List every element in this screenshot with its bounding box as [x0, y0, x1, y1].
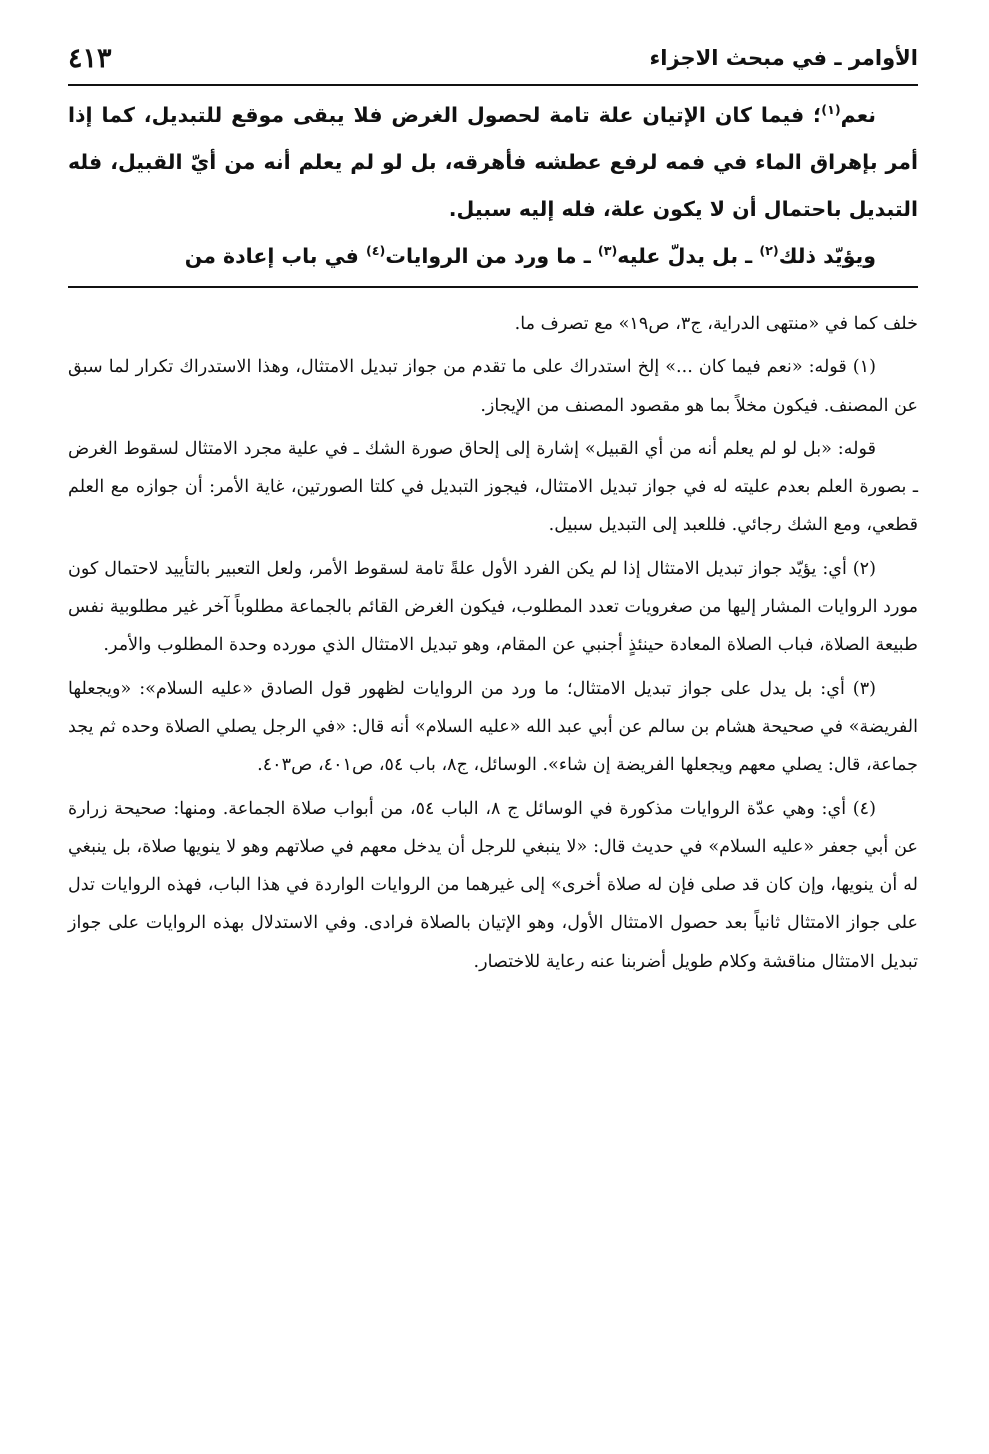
main-p2-seg4: في باب إعادة من	[184, 244, 366, 268]
main-p2-seg2: ـ بل يدلّ عليه	[617, 244, 760, 268]
footnote-continuation: خلف كما في «منتهى الدراية، ج٣، ص١٩» مع تصرف ما.	[514, 314, 918, 334]
main-paragraph-1	[68, 92, 918, 233]
page-header	[68, 38, 918, 78]
main-text	[68, 92, 918, 280]
footnote-ref-4: (٤)	[365, 243, 386, 259]
main-p1-lead: نعم	[840, 103, 876, 127]
footnote-3: (٣) أي: بل يدل على جواز تبديل الامتثال؛ ما ورد من الروايات لظهور قول الصادق «عليه السلام»: «ويجعلها الفريضة» في صحيحة هشام بن سالم عن أبي عبد الله «عليه السلام» أنه قال: «في الرجل يصلي الصلاة وحده ثم يجد جماعة، قال: يصلي معهم ويجعلها الفريضة إن شاء». الوسائل، ج٨، باب ٥٤، ص٤٠١، ص٤٠٣.	[68, 678, 918, 776]
footnote-ref-2: (٢)	[759, 243, 779, 259]
main-paragraph-2	[68, 233, 918, 280]
footnote-separator	[68, 286, 918, 288]
main-p1-body: ؛ فيما كان الإتيان علة تامة لحصول الغرض فلا يبقى موقع للتبديل، كما إذا أمر بإهراق الماء في فمه لرفع عطشه فأهرقه، بل لو لم يعلم أنه من أيّ القبيل، فله التبديل باحتمال أن لا يكون علة، فله إليه سبيل.	[68, 103, 918, 221]
footnote-1-continued: قوله: «بل لو لم يعلم أنه من أي القبيل» إشارة إلى إلحاق صورة الشك ـ في علية مجرد الامتثال لسقوط الغرض ـ بصورة العلم بعدم عليته له في جواز تبديل الامتثال، فيجوز التبديل في كلتا الصورتين، غاية الأمر: أن جوازه مع العلم قطعي، ومع الشك رجائي. فللعبد إلى التبديل سبيل.	[68, 438, 918, 536]
page-number: ٤١٣	[68, 42, 112, 74]
running-title: الأوامر ـ في مبحث الاجزاء	[649, 46, 918, 70]
footnotes	[68, 305, 918, 986]
footnote-2: (٢) أي: يؤيّد جواز تبديل الامتثال إذا لم يكن الفرد الأول علةً تامة لسقوط الأمر، ولعل التعبير بالتأييد لاحتمال كون مورد الروايات المشار إليها من صغرويات تعدد المطلوب، فيكون الغرض القائم بالجماعة مطلوباً آخر غير مطلوبية نفس طبيعة الصلاة، فباب الصلاة المعادة حينئذٍ أجنبي عن المقام، وهو تبديل الامتثال الذي مورده وحدة المطلوب والأمر.	[68, 558, 918, 656]
footnote-ref-3: (٣)	[597, 243, 618, 259]
footnote-ref-1: (١)	[821, 102, 841, 118]
main-p2-seg1: ويؤيّد ذلك	[778, 244, 876, 268]
header-rule	[68, 84, 918, 86]
main-p2-seg3: ـ ما ورد من الروايات	[385, 244, 598, 268]
footnote-4: (٤) أي: وهي عدّة الروايات مذكورة في الوسائل ج ٨، الباب ٥٤، من أبواب صلاة الجماعة. ومنها: صحيحة زرارة عن أبي جعفر «عليه السلام» في حديث قال: «لا ينبغي للرجل أن يدخل معهم في صلاتهم وهو لا ينويها صلاة، بل ينبغي له أن ينويها، وإن كان قد صلى فإن له صلاة أخرى» إلى غيرهما من الروايات الواردة في هذا الباب، فهذه الروايات تدل على جواز الامتثال ثانياً بعد حصول الامتثال الأول، وهو الإتيان بالصلاة فرادى. وفي الاستدلال بهذه الروايات على جواز تبديل الامتثال مناقشة وكلام طويل أضربنا عنه رعاية للاختصار.	[68, 798, 918, 972]
footnote-1: (١) قوله: «نعم فيما كان ...» إلخ استدراك على ما تقدم من جواز تبديل الامتثال، وهذا الاستدراك تكرار لما سبق عن المصنف. فيكون مخلاً بما هو مقصود المصنف من الإيجاز.	[68, 357, 918, 416]
